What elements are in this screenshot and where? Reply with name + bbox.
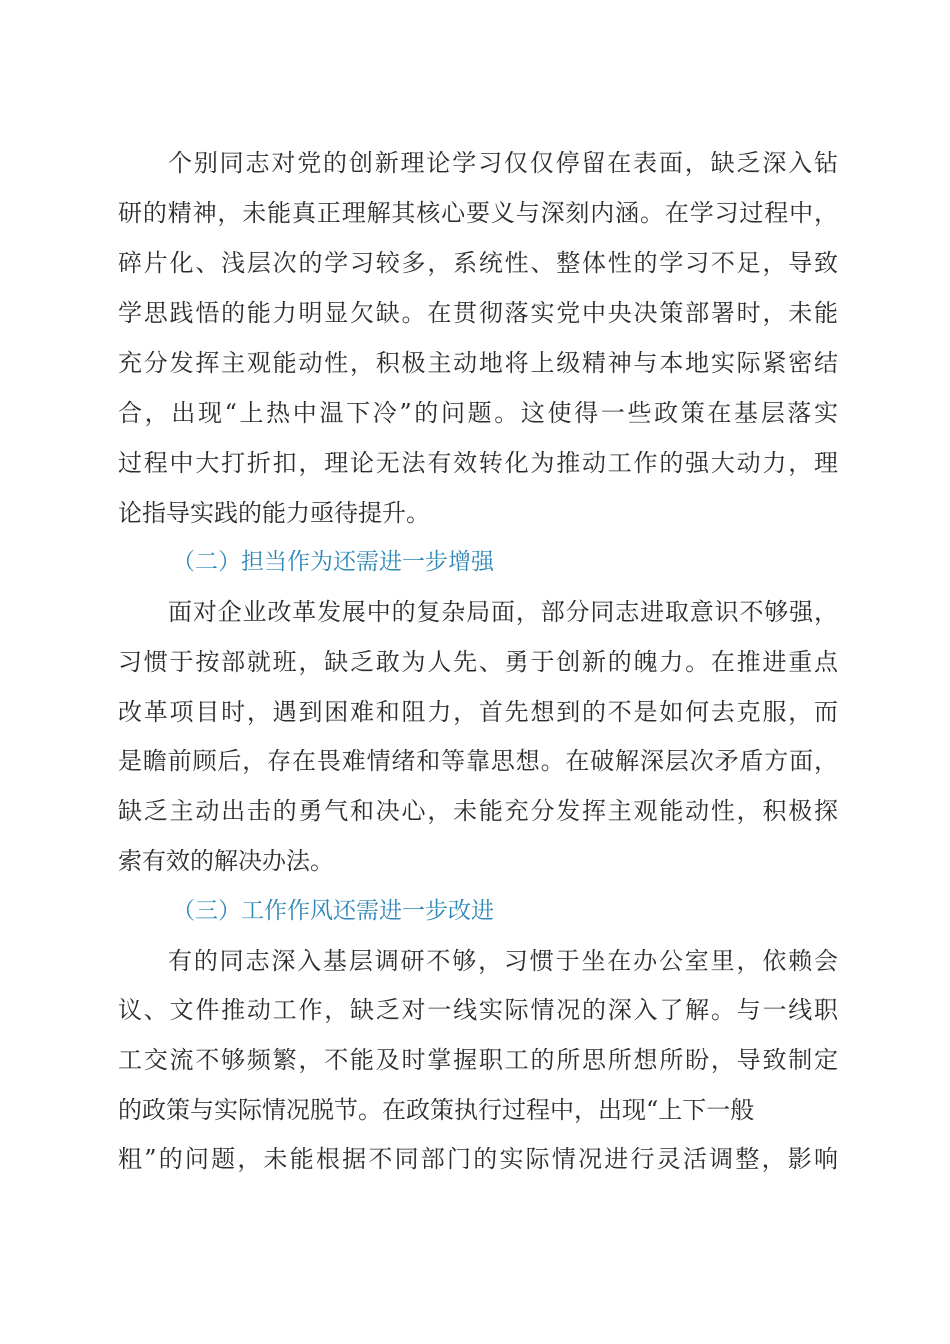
paragraph-2-line-1: 面对企业改革发展中的复杂局面，部分同志进取意识不够强， bbox=[168, 598, 838, 626]
paragraph-2-line-6: 索有效的解决办法。 bbox=[118, 847, 334, 875]
paragraph-1-line-3: 碎片化、浅层次的学习较多，系统性、整体性的学习不足，导致 bbox=[118, 249, 838, 277]
paragraph-2-line-4: 是瞻前顾后，存在畏难情绪和等靠思想。在破解深层次矛盾方面， bbox=[118, 747, 838, 775]
paragraph-3-line-5: 粗”的问题，未能根据不同部门的实际情况进行灵活调整，影响 bbox=[118, 1145, 838, 1173]
paragraph-1-line-6: 合，出现“上热中温下冷”的问题。这使得一些政策在基层落实 bbox=[118, 399, 838, 427]
paragraph-3-line-4: 的政策与实际情况脱节。在政策执行过程中，出现“上下一般 bbox=[118, 1096, 755, 1124]
paragraph-3-line-2: 议、文件推动工作，缺乏对一线实际情况的深入了解。与一线职 bbox=[118, 996, 838, 1024]
paragraph-2-line-3: 改革项目时，遇到困难和阻力，首先想到的不是如何去克服，而 bbox=[118, 698, 838, 726]
paragraph-1-line-1: 个别同志对党的创新理论学习仅仅停留在表面，缺乏深入钻 bbox=[168, 149, 838, 177]
paragraph-2-line-2: 习惯于按部就班，缺乏敢为人先、勇于创新的魄力。在推进重点 bbox=[118, 648, 838, 676]
paragraph-3-line-3: 工交流不够频繁，不能及时掌握职工的所思所想所盼，导致制定 bbox=[118, 1046, 838, 1074]
paragraph-3-line-1: 有的同志深入基层调研不够，习惯于坐在办公室里，依赖会 bbox=[168, 947, 838, 975]
paragraph-2-line-5: 缺乏主动出击的勇气和决心，未能充分发挥主观能动性，积极探 bbox=[118, 797, 838, 825]
paragraph-1-line-7: 过程中大打折扣，理论无法有效转化为推动工作的强大动力，理 bbox=[118, 449, 838, 477]
section-heading-2: （二）担当作为还需进一步增强 bbox=[172, 549, 494, 575]
paragraph-1-line-5: 充分发挥主观能动性，积极主动地将上级精神与本地实际紧密结 bbox=[118, 349, 838, 377]
paragraph-1-line-8: 论指导实践的能力亟待提升。 bbox=[118, 499, 430, 527]
paragraph-1-line-4: 学思践悟的能力明显欠缺。在贯彻落实党中央决策部署时，未能 bbox=[118, 299, 838, 327]
section-heading-3: （三）工作作风还需进一步改进 bbox=[172, 898, 494, 924]
paragraph-1-line-2: 研的精神，未能真正理解其核心要义与深刻内涵。在学习过程中， bbox=[118, 199, 838, 227]
